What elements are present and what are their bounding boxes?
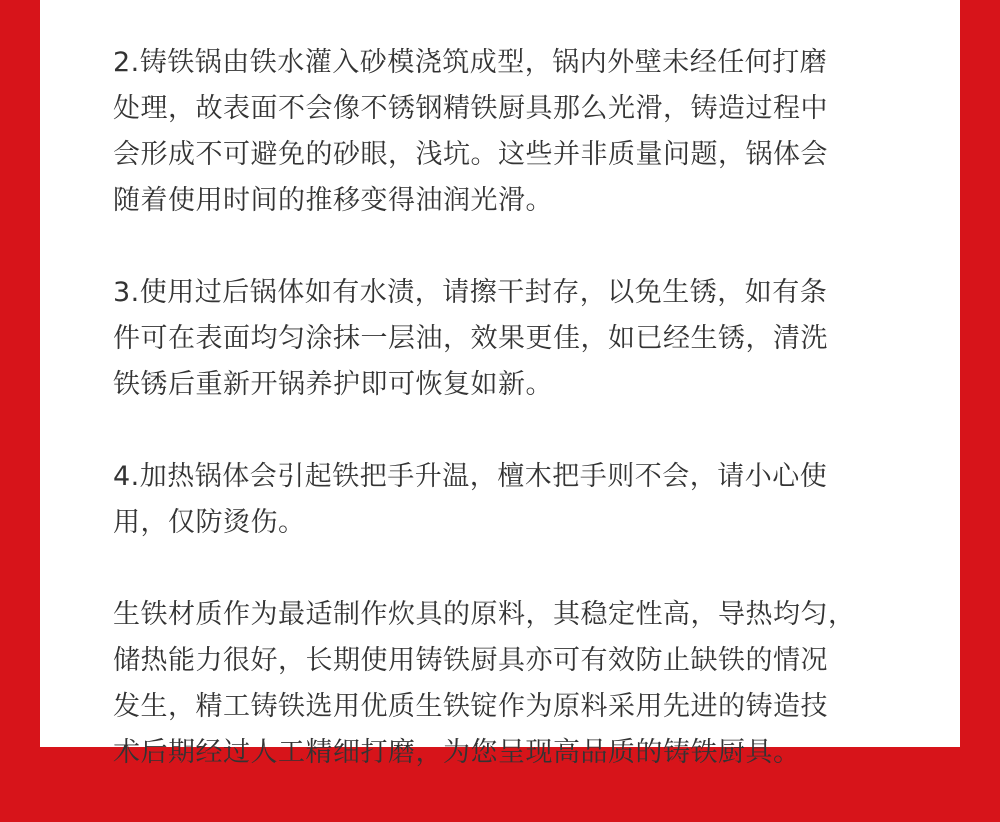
text-line: 用，仅防烫伤。 bbox=[113, 507, 306, 538]
text-line: 件可在表面均匀涂抹一层油，效果更佳，如已经生锈，清洗 bbox=[113, 323, 828, 354]
text-line: 储热能力很好，长期使用铸铁厨具亦可有效防止缺铁的情况 bbox=[113, 645, 828, 676]
text-line: 发生，精工铸铁选用优质生铁锭作为原料采用先进的铸造技 bbox=[113, 691, 828, 722]
text-line: 随着使用时间的推移变得油润光滑。 bbox=[113, 185, 553, 216]
text-line: 4.加热锅体会引起铁把手升温，檀木把手则不会，请小心使 bbox=[113, 461, 828, 492]
text-line: 铁锈后重新开锅养护即可恢复如新。 bbox=[113, 369, 553, 400]
paragraph-material-intro bbox=[113, 592, 903, 776]
paragraph-handle-heat bbox=[113, 454, 903, 546]
paragraph-rust-care bbox=[113, 270, 903, 408]
content-panel bbox=[40, 0, 960, 768]
text-line: 3.使用过后锅体如有水渍，请擦干封存，以免生锈，如有条 bbox=[113, 277, 828, 308]
text-line: 术后期经过人工精细打磨，为您呈现高品质的铸铁厨具。 bbox=[113, 737, 801, 768]
article-body bbox=[113, 40, 903, 822]
text-line: 会形成不可避免的砂眼，浅坑。这些并非质量问题，锅体会 bbox=[113, 139, 828, 170]
text-line: 2.铸铁锅由铁水灌入砂模浇筑成型，锅内外壁未经任何打磨 bbox=[113, 47, 828, 78]
paragraph-casting-surface bbox=[113, 40, 903, 224]
text-line: 生铁材质作为最适制作炊具的原料，其稳定性高，导热均匀， bbox=[113, 599, 856, 630]
text-line: 处理，故表面不会像不锈钢精铁厨具那么光滑，铸造过程中 bbox=[113, 93, 828, 124]
